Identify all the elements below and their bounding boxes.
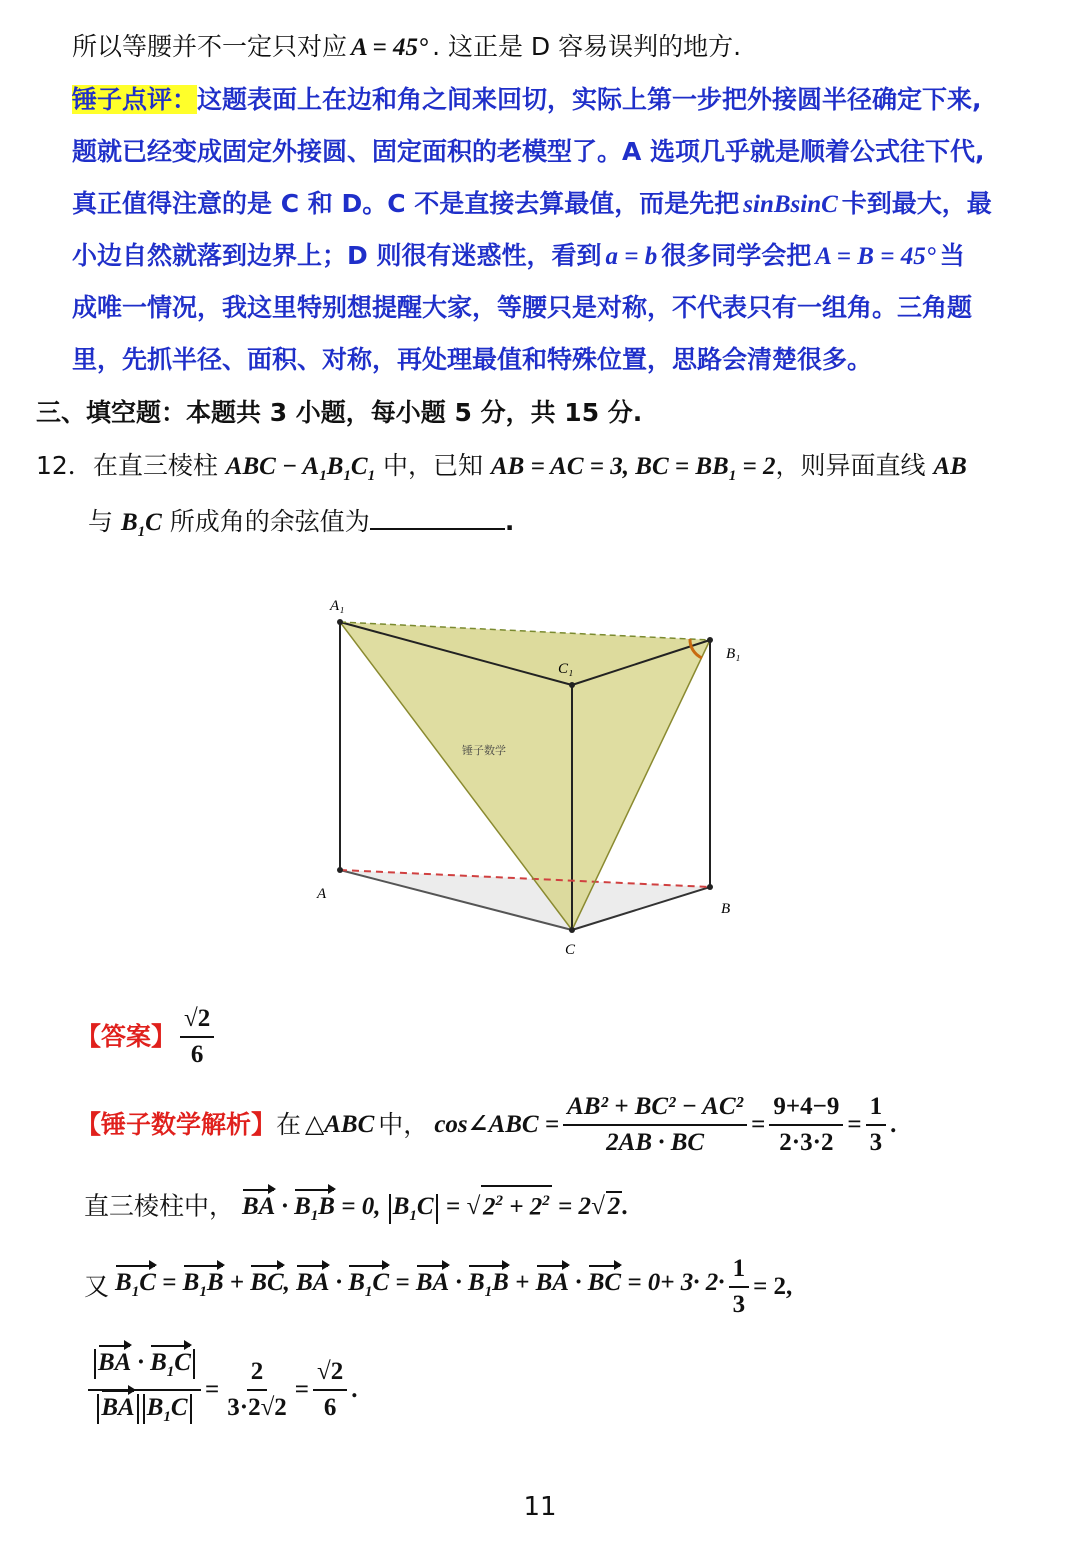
comment-text-4a: 小边自然就落到边界上；D 则很有迷惑性，看到 [72,241,602,270]
top-line-math: A = 45° [351,34,429,61]
page-number: 11 [523,1492,557,1522]
vector-result: = 2, [753,1273,793,1300]
comment-text-3b: 卡到最大，最 [841,189,992,218]
triangle-abc: △ABC [305,1111,375,1138]
label-a1: A₁ [330,598,345,614]
dot-product-zero: BA · $B_1B = 0$, $B_1C$ = √ $2^2 + 2^2 = 2√$ 2. [242,1193,629,1220]
question-text-1: 在直三棱柱 [92,451,218,480]
question-line-2 [88,505,514,549]
solution-text-1b: 中， [378,1110,429,1139]
comment-math-4b: A = B = 45° [815,243,936,270]
answer-numerator: √2 [180,1002,214,1038]
prism-figure [300,580,780,970]
comment-text-1: 这题表面上在边和角之间来回切，实际上第一步把外接圆半径确定下来, [197,85,982,114]
result-numerator: 1 [866,1090,887,1126]
comment-label: 锤子点评： [72,85,198,114]
top-line [72,30,741,65]
cos-fraction [563,1090,747,1160]
point-c1 [569,682,575,688]
question-number: 12． [36,451,93,480]
ratio-value [223,1355,291,1425]
result-fraction [866,1090,887,1160]
comment-line-6 [72,343,872,377]
cos-denominator: 2AB · BC [606,1129,705,1156]
ratio-numerator: 2 [247,1355,268,1391]
ratio-denominator: 3·2√2 [227,1394,287,1421]
question-text-4: 与 [88,507,114,536]
comment-math-3: sinBsinC [743,191,838,218]
question-text-3: ，则异面直线 [775,451,926,480]
vector-equation: $B_1C = B_1B$ + BC, BA · $B_1C$ = BA · $B_1B$ + BA · BC = 0+ 3· 2· [115,1266,725,1309]
top-line-rest: . 这正是 D 容易误判的地方. [432,32,742,61]
point-a1 [337,619,343,625]
result-denominator: 3 [869,1129,883,1156]
question-text-5: 所成角的余弦值为 [169,507,370,536]
comment-math-4a: a = b [605,243,658,270]
label-c: C [565,942,576,958]
cosine-ratio: $\frac{BA \cdot B_1C}{BA B_1C}$ [88,1346,201,1434]
comment-line-3 [72,187,992,222]
comment-text-4c: 当 [939,241,965,270]
line-b1c: $B_1C$ [120,509,162,540]
value-numerator: 9+4−9 [769,1090,843,1126]
cos-expression: cos∠ABC = [434,1111,560,1138]
question-line-1 [36,449,967,493]
answer-line [76,1005,218,1069]
final-fraction [313,1355,347,1425]
point-b [707,884,713,890]
label-b1: B₁ [726,646,741,662]
solution-line-2 [84,1185,629,1233]
question-end: . [504,507,515,536]
point-c [569,927,575,933]
solution-line-1: 【锤子数学解析】 在 △ABC 中， cos∠ABC = $\frac{\text{AB² + BC² − AC²}}{2AB \cdot BC}$ = $\frac{9+4-9}{2\cdot 3\cdot 2}$ = $\frac{1}{3}$ . [76,1090,896,1160]
question-text-2: 中，已知 [383,451,484,480]
solution-line-4: $\frac{BA \cdot B_1C}{BA B_1C}$ = $\frac{2}{3\cdot 2√2}$ = $\frac{√2}{6}$ . [84,1345,358,1435]
prism-name: ABC − $A_1B_1C_1$ [225,453,376,484]
comment-line-4 [72,239,965,274]
comment-text-5: 成唯一情况，我这里特别想提醒大家，等腰只是对称，不代表只有一组角。三角题 [72,293,973,322]
point-a [337,867,343,873]
final-denominator: 6 [323,1394,337,1421]
solution-label: 【锤子数学解析】 [76,1110,277,1139]
final-numerator: √2 [313,1355,347,1391]
solution-line-3 [84,1252,792,1322]
section-heading: 三、填空题：本题共 3 小题，每小题 5 分，共 15 分. [36,398,643,427]
watermark: 锤子数学 [462,744,506,757]
answer-denominator: 6 [190,1041,204,1068]
value-denominator: 2·3·2 [779,1129,834,1156]
label-b: B [721,901,731,917]
comment-line-2 [72,135,985,169]
comment-line-1 [72,83,982,117]
solution-text-1a: 在 [276,1110,302,1139]
cos-numerator: AB² + BC² − AC² [563,1090,747,1126]
label-c1: C₁ [558,661,574,677]
answer-label: 【答案】 [76,1022,177,1051]
given-lengths: AB = AC = 3, BC = $BB_1 = 2$ [491,453,776,484]
top-line-text: 所以等腰并不一定只对应 [72,32,348,61]
label-a: A [317,886,327,902]
point-b1 [707,637,713,643]
comment-text-3a: 真正值得注意的是 C 和 D。C 不是直接去算最值，而是先把 [72,189,740,218]
comment-line-5 [72,291,972,325]
third-fraction: $\frac{1}{3}$ [729,1252,750,1322]
comment-text-6: 里，先抓半径、面积、对称，再处理最值和特殊位置，思路会清楚很多。 [72,345,873,374]
line-ab: AB [933,453,967,480]
comment-text-4b: 很多同学会把 [661,241,812,270]
comment-text-2: 题就已经变成固定外接圆、固定面积的老模型了。A 选项几乎就是顺着公式往下代, [72,137,985,166]
value-fraction [769,1090,843,1160]
solution-text-3: 又 [84,1272,110,1301]
answer-blank [370,506,505,530]
answer-fraction [180,1002,214,1072]
solution-text-2: 直三棱柱中， [84,1191,235,1221]
